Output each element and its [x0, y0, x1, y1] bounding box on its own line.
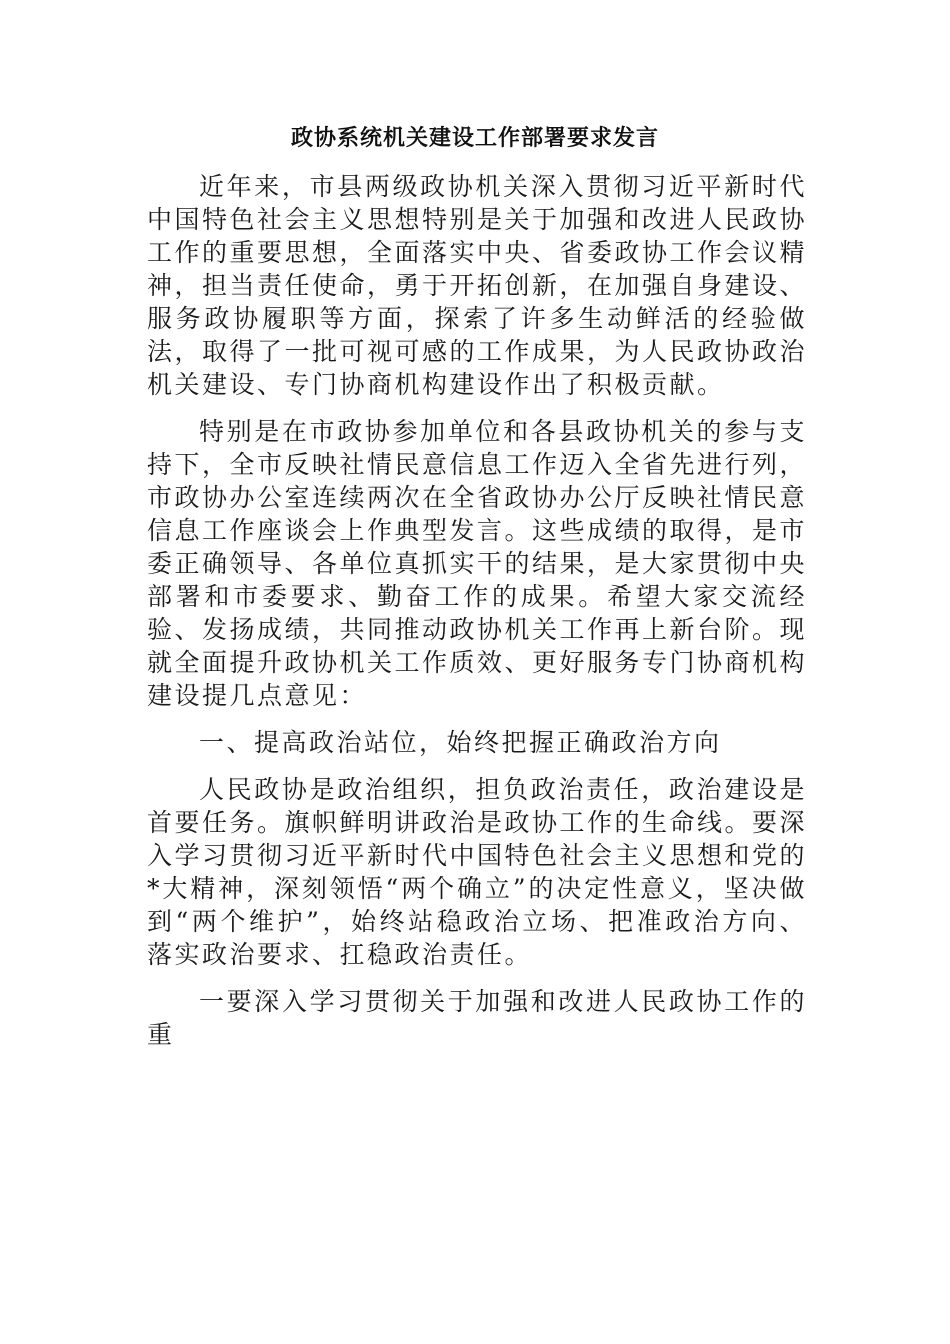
paragraph-3: 人民政协是政治组织，担负政治责任，政治建设是首要任务。旗帜鲜明讲政治是政协工作的生命线。要深入学习贯彻习近平新时代中国特色社会主义思想和党的*大精神，深刻领悟“两个确立”的决定性意义，坚决做到“两个维护”，始终站稳政治立场、把准政治方向、落实政治要求、扛稳政治责任。 [147, 775, 808, 969]
paragraph-4: 一要深入学习贯彻关于加强和改进人民政协工作的重 [147, 987, 807, 1049]
paragraph-2: 特别是在市政协参加单位和各县政协机关的参与支持下，全市反映社情民意信息工作迈入全省先进行列，市政协办公室连续两次在全省政协办公厅反映社情民意信息工作座谈会上作典型发言。这些成绩的取得，是市委正确领导、各单位真抓实干的结果，是大家贯彻中央部署和市委要求、勤奋工作的成果。希望大家交流经验、发扬成绩，共同推动政协机关工作再上新台阶。现就全面提升政协机关工作质效、更好服务专门协商机构建设提几点意见： [147, 417, 808, 710]
document-title: 政协系统机关建设工作部署要求发言 [290, 126, 659, 151]
section-heading-1: 一、提高政治站位，始终把握正确政治方向 [199, 728, 722, 757]
document-body [147, 170, 807, 1051]
paragraph-1: 近年来，市县两级政协机关深入贯彻习近平新时代中国特色社会主义思想特别是关于加强和改进人民政协工作的重要思想，全面落实中央、省委政协工作会议精神，担当责任使命，勇于开拓创新，在加强自身建设、服务政协履职等方面，探索了许多生动鲜活的经验做法，取得了一批可视可感的工作成果，为人民政协政治机关建设、专门协商机构建设作出了积极贡献。 [147, 172, 808, 399]
